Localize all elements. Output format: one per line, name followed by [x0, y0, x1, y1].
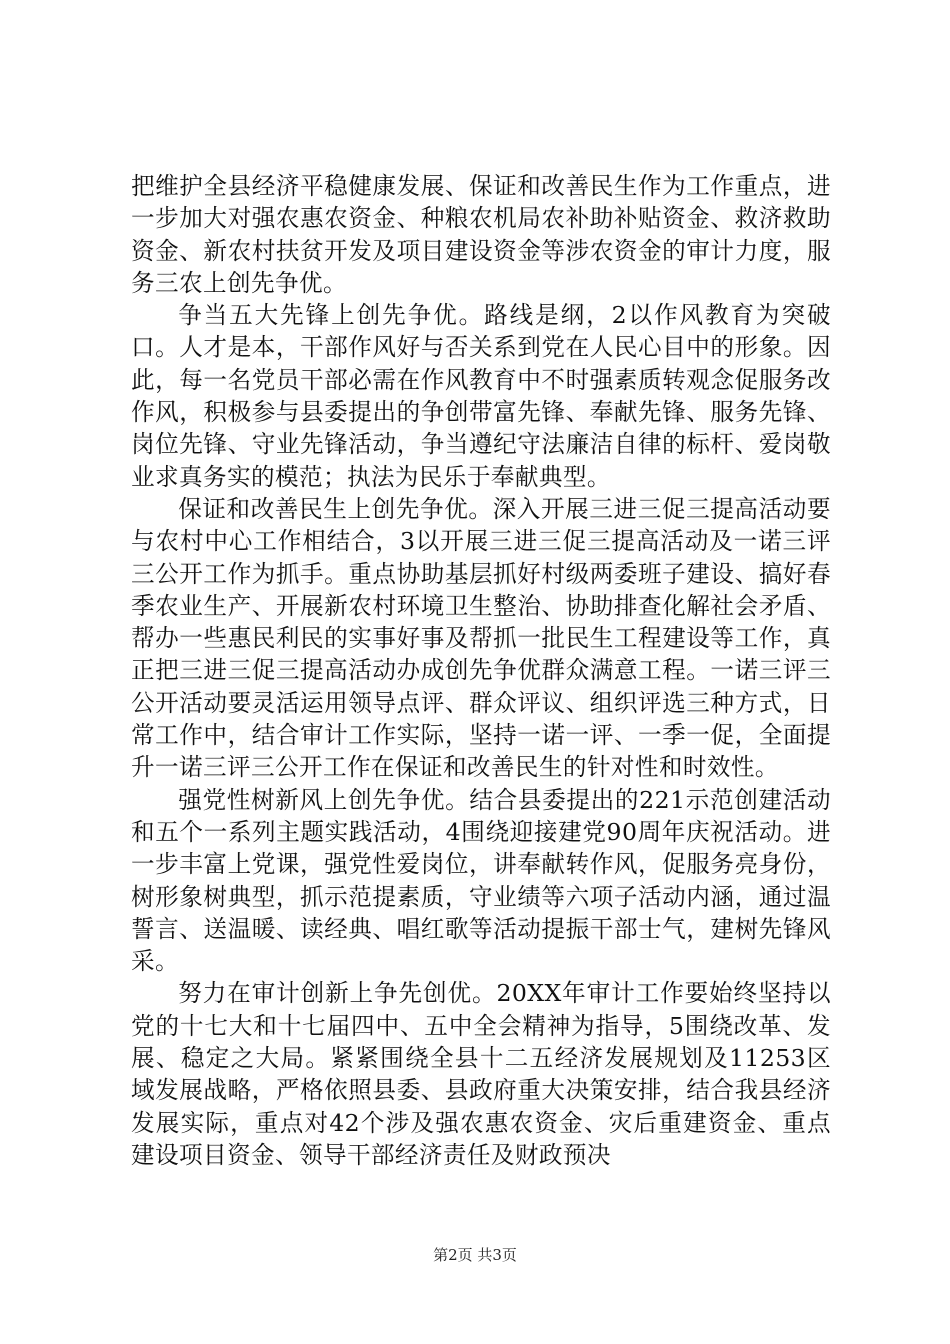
page-footer: 第2页 共3页	[433, 1246, 517, 1264]
paragraph-5: 努力在审计创新上争先创优。20XX年审计工作要始终坚持以党的十七大和十七届四中、五中全会精神为指导，5围绕改革、发展、稳定之大局。紧紧围绕全县十二五经济发展规划及11253区域发展战略，严格依照县委、县政府重大决策安排，结合我县经济发展实际，重点对42个涉及强农惠农资金、灾后重建资金、重点建设项目资金、领导干部经济责任及财政预决	[131, 979, 831, 1169]
document-body	[131, 170, 831, 1171]
paragraph-2: 争当五大先锋上创先争优。路线是纲，2以作风教育为突破口。人才是本，干部作风好与否关系到党在人民心目中的形象。因此，每一名党员干部必需在作风教育中不时强素质转观念促服务改作风，积极参与县委提出的争创带富先锋、奉献先锋、服务先锋、岗位先锋、守业先锋活动，争当遵纪守法廉洁自律的标杆、爱岗敬业求真务实的模范；执法为民乐于奉献典型。	[131, 301, 831, 491]
paragraph-3: 保证和改善民生上创先争优。深入开展三进三促三提高活动要与农村中心工作相结合，3以开展三进三促三提高活动及一诺三评三公开工作为抓手。重点协助基层抓好村级两委班子建设、搞好春季农业生产、开展新农村环境卫生整治、协助排查化解社会矛盾、帮办一些惠民利民的实事好事及帮抓一批民生工程建设等工作，真正把三进三促三提高活动办成创先争优群众满意工程。一诺三评三公开活动要灵活运用领导点评、群众评议、组织评选三种方式，日常工作中，结合审计工作实际，坚持一诺一评、一季一促，全面提升一诺三评三公开工作在保证和改善民生的针对性和时效性。	[131, 494, 831, 782]
paragraph-1: 把维护全县经济平稳健康发展、保证和改善民生作为工作重点，进一步加大对强农惠农资金、种粮农机局农补助补贴资金、救济救助资金、新农村扶贫开发及项目建设资金等涉农资金的审计力度，服务三农上创先争优。	[131, 172, 831, 297]
paragraph-4: 强党性树新风上创先争优。结合县委提出的221示范创建活动和五个一系列主题实践活动，4围绕迎接建党90周年庆祝活动。进一步丰富上党课，强党性爱岗位，讲奉献转作风，促服务亮身份，树形象树典型，抓示范提素质，守业绩等六项子活动内涵，通过温誓言、送温暖、读经典、唱红歌等活动提振干部士气，建树先锋风采。	[131, 785, 831, 976]
